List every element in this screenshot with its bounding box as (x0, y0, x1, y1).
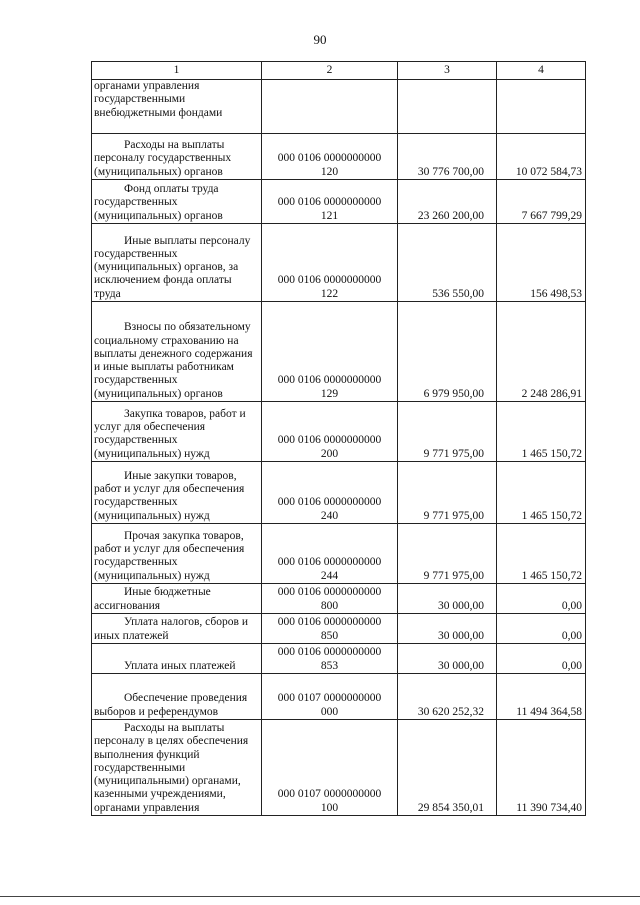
row-code: 000 0106 0000000000 122 (262, 224, 398, 302)
row-code: 000 0106 0000000000 800 (262, 584, 398, 614)
table-row (92, 134, 586, 180)
row-name: Иные выплаты персоналу государственных (муниципальных) органов, за исключением фонда оплаты труда (92, 224, 262, 302)
row-amount-actual: 1 465 150,72 (497, 462, 586, 524)
row-code: 000 0106 0000000000 850 (262, 614, 398, 644)
row-amount-plan: 9 771 975,00 (398, 402, 497, 462)
column-header-3: 3 (398, 62, 497, 80)
row-name: Уплата иных платежей (92, 644, 262, 674)
column-header-1: 1 (92, 62, 262, 80)
row-name: Фонд оплаты труда государственных (муниципальных) органов (92, 180, 262, 224)
row-code: 000 0106 0000000000 244 (262, 524, 398, 584)
row-name: Уплата налогов, сборов и иных платежей (92, 614, 262, 644)
table-row (92, 614, 586, 644)
table-row (92, 302, 586, 402)
row-amount-actual: 0,00 (497, 614, 586, 644)
row-code: 000 0106 0000000000 853 (262, 644, 398, 674)
row-amount-plan: 29 854 350,01 (398, 720, 497, 816)
row-name: Расходы на выплаты персоналу в целях обеспечения выполнения функций государственными (муниципальными) органами, казенными учреждениями, органами управления (92, 720, 262, 816)
row-amount-plan: 30 000,00 (398, 644, 497, 674)
table-row (92, 224, 586, 302)
column-header-2: 2 (262, 62, 398, 80)
table-row (92, 402, 586, 462)
column-header-4: 4 (497, 62, 586, 80)
table-row (92, 644, 586, 674)
table-row (92, 720, 586, 816)
row-amount-actual: 0,00 (497, 644, 586, 674)
row-name: Иные закупки товаров, работ и услуг для обеспечения государственных (муниципальных) нужд (92, 462, 262, 524)
row-amount-plan: 30 000,00 (398, 584, 497, 614)
row-amount-plan (398, 80, 497, 134)
row-amount-actual: 156 498,53 (497, 224, 586, 302)
row-amount-actual: 2 248 286,91 (497, 302, 586, 402)
table-row (92, 524, 586, 584)
row-code: 000 0106 0000000000 120 (262, 134, 398, 180)
row-amount-plan: 30 776 700,00 (398, 134, 497, 180)
page-bottom-rule (0, 896, 640, 897)
row-amount-plan: 23 260 200,00 (398, 180, 497, 224)
row-amount-actual: 1 465 150,72 (497, 402, 586, 462)
table-header-row (92, 62, 586, 80)
row-name: Взносы по обязательному социальному страхованию на выплаты денежного содержания и иные выплаты работникам государственных (муниципальных) органов (92, 302, 262, 402)
row-code: 000 0107 0000000000 000 (262, 674, 398, 720)
row-amount-actual: 0,00 (497, 584, 586, 614)
table-row (92, 80, 586, 134)
row-code: 000 0106 0000000000 129 (262, 302, 398, 402)
row-amount-plan: 30 000,00 (398, 614, 497, 644)
table-row (92, 180, 586, 224)
row-name: органами управления государственными внебюджетными фондами (92, 80, 262, 134)
row-amount-plan: 6 979 950,00 (398, 302, 497, 402)
row-name: Обеспечение проведения выборов и референдумов (92, 674, 262, 720)
row-amount-actual (497, 80, 586, 134)
row-amount-plan: 30 620 252,32 (398, 674, 497, 720)
table-row (92, 674, 586, 720)
row-name: Иные бюджетные ассигнования (92, 584, 262, 614)
budget-table (91, 61, 586, 816)
table-row (92, 584, 586, 614)
row-amount-actual: 1 465 150,72 (497, 524, 586, 584)
row-name: Расходы на выплаты персоналу государственных (муниципальных) органов (92, 134, 262, 180)
row-amount-actual: 11 390 734,40 (497, 720, 586, 816)
table-row (92, 462, 586, 524)
row-code: 000 0106 0000000000 121 (262, 180, 398, 224)
row-code: 000 0107 0000000000 100 (262, 720, 398, 816)
row-amount-plan: 9 771 975,00 (398, 462, 497, 524)
row-amount-actual: 11 494 364,58 (497, 674, 586, 720)
row-amount-actual: 10 072 584,73 (497, 134, 586, 180)
row-amount-plan: 9 771 975,00 (398, 524, 497, 584)
row-name: Прочая закупка товаров, работ и услуг для обеспечения государственных (муниципальных) нужд (92, 524, 262, 584)
row-code: 000 0106 0000000000 200 (262, 402, 398, 462)
page-number: 90 (313, 32, 327, 47)
row-code: 000 0106 0000000000 240 (262, 462, 398, 524)
row-name: Закупка товаров, работ и услуг для обеспечения государственных (муниципальных) нужд (92, 402, 262, 462)
row-code (262, 80, 398, 134)
row-amount-actual: 7 667 799,29 (497, 180, 586, 224)
row-amount-plan: 536 550,00 (398, 224, 497, 302)
